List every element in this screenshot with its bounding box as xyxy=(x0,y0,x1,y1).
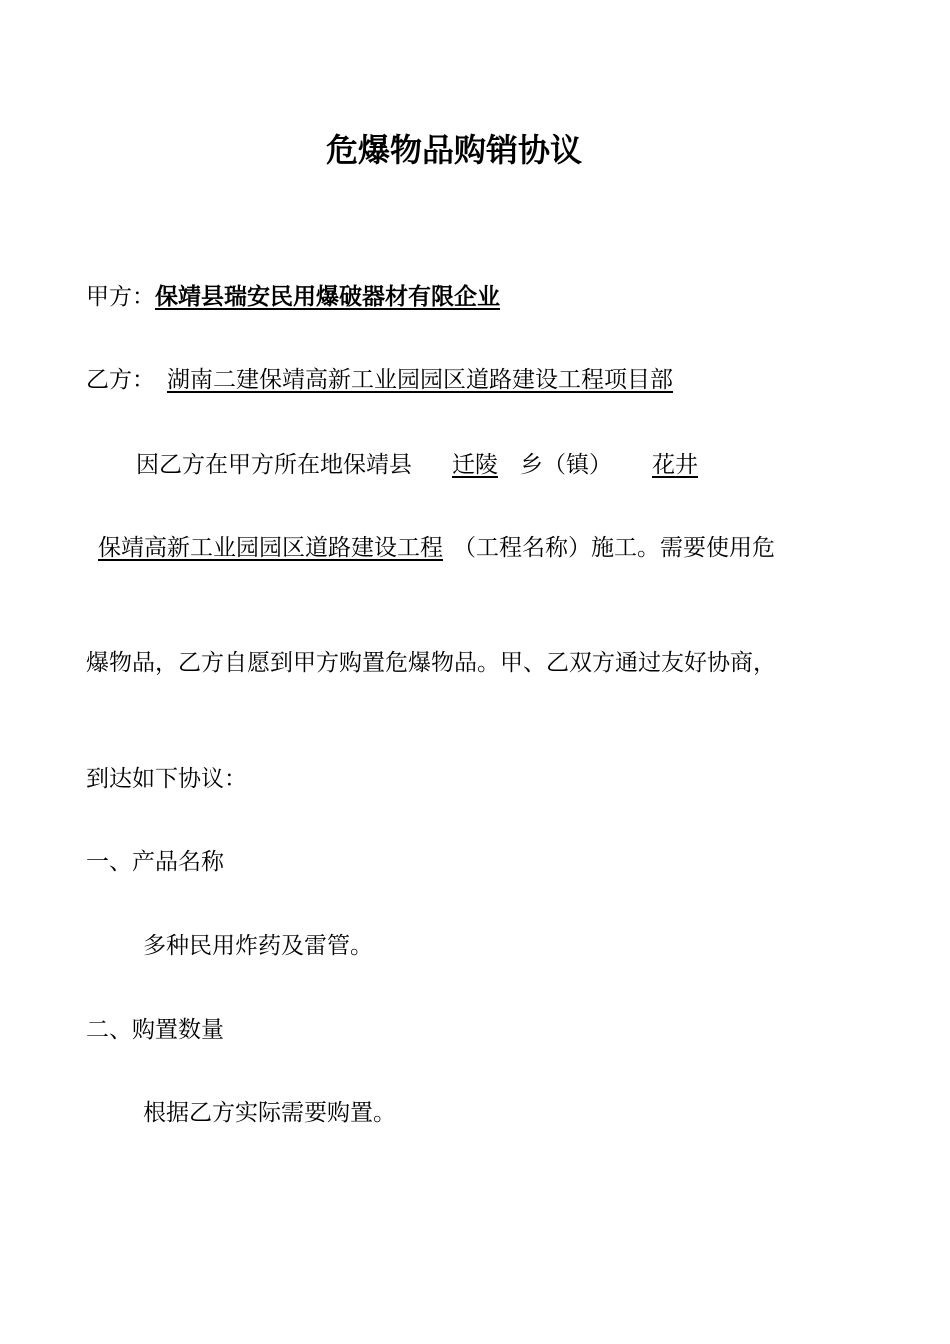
section-2-heading: 二、购置数量 xyxy=(86,1017,224,1043)
document-title: 危爆物品购销协议 xyxy=(325,131,582,169)
township-suffix: 乡（镇） xyxy=(520,452,612,478)
project-name-field xyxy=(86,535,453,561)
party-a-name-field xyxy=(155,284,732,310)
township-value: 迁陵 xyxy=(452,452,498,478)
intro-line-2 xyxy=(86,533,775,563)
village-field xyxy=(612,452,774,478)
section-2-body: 根据乙方实际需要购置。 xyxy=(143,1100,396,1126)
party-b-label: 乙方： xyxy=(86,367,155,393)
intro-line-3: 爆物品，乙方自愿到甲方购置危爆物品。甲、乙双方通过友好协商， xyxy=(86,650,776,676)
party-b-line xyxy=(86,365,673,395)
party-b-name-field xyxy=(155,367,673,393)
party-a-name: 保靖县瑞安民用爆破器材有限企业 xyxy=(155,284,500,310)
intro-line-2-suffix: （工程名称）施工。需要使用危 xyxy=(453,535,775,561)
project-name: 保靖高新工业园园区道路建设工程 xyxy=(98,535,443,561)
village-value: 花井 xyxy=(652,452,698,478)
party-a-line xyxy=(86,282,732,312)
intro-line-1 xyxy=(136,450,774,480)
section-1-heading: 一、产品名称 xyxy=(86,849,224,875)
party-b-name: 湖南二建保靖高新工业园园区道路建设工程项目部 xyxy=(167,367,673,393)
party-a-label: 甲方： xyxy=(86,284,155,310)
section-1-body: 多种民用炸药及雷管。 xyxy=(143,933,373,959)
township-field xyxy=(412,452,520,478)
intro-prefix: 因乙方在甲方所在地保靖县 xyxy=(136,452,412,478)
intro-line-4: 到达如下协议： xyxy=(86,766,247,792)
